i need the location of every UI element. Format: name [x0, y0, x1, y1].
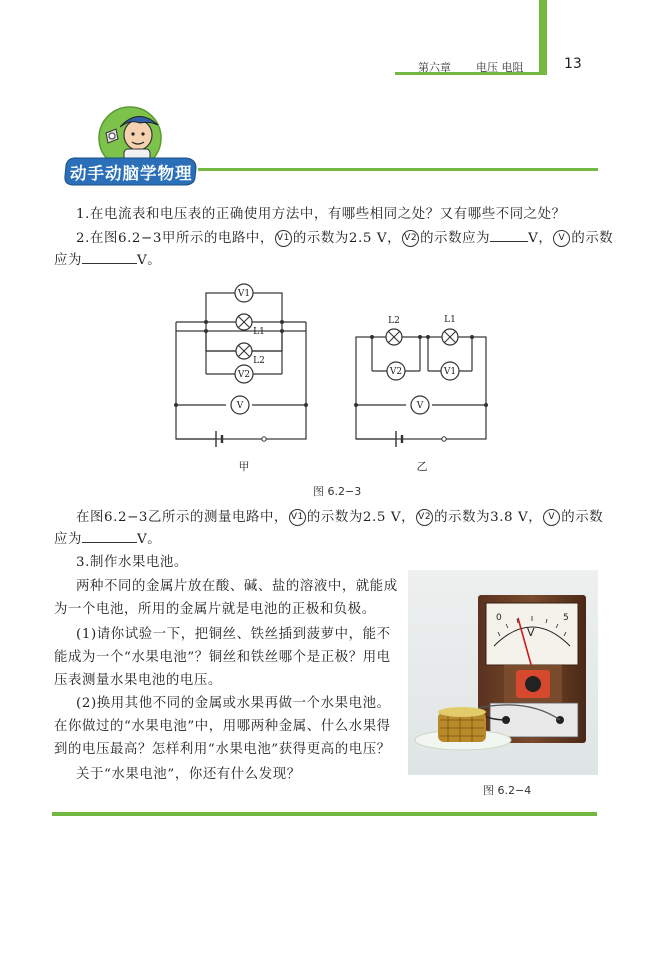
- q2-text-e: 的示数: [571, 231, 614, 246]
- question-2b-line-1: [76, 506, 603, 529]
- circuit-yi-v-label: V: [416, 401, 424, 411]
- voltmeter-v-symbol: V: [543, 509, 560, 526]
- q2-text-g: V。: [136, 253, 162, 268]
- question-3-title: 3.制作水果电池。: [76, 555, 188, 570]
- figure-6-2-4-caption: 图 6.2−4: [483, 784, 532, 797]
- photo-scale-right: 5: [563, 613, 569, 623]
- q2-text-d: V，: [528, 231, 553, 246]
- voltmeter-v1-symbol: V1: [289, 509, 306, 526]
- q2b-text-d: 的示数: [561, 510, 604, 525]
- q2-text-a: 2.在图6.2−3甲所示的电路中，: [76, 231, 274, 246]
- photo-unit-label: V: [527, 626, 535, 639]
- answer-blank[interactable]: [490, 227, 528, 242]
- q3-p2-text: (1)请你试验一下，把铜丝、铁丝插到菠萝中，能不能成为一个“水果电池”？铜丝和铁丝哪个是正极？用电压表测量水果电池的电压。: [54, 627, 391, 688]
- circuit-jia-v2-label: V2: [237, 370, 251, 380]
- circuit-yi-l1-label: L1: [444, 315, 456, 325]
- section-label: 电压 电阻: [476, 61, 524, 74]
- fruit-battery-photo: [408, 570, 598, 775]
- circuit-yi-v1-label: V1: [443, 367, 457, 377]
- running-header: [418, 59, 524, 75]
- question-3-paragraph-2: [54, 623, 399, 692]
- voltmeter-v2-symbol: V2: [416, 509, 433, 526]
- voltmeter-v2-symbol: V2: [402, 230, 419, 247]
- answer-blank[interactable]: [82, 528, 137, 543]
- circuit-jia-v1-label: V1: [237, 289, 251, 299]
- circuit-yi-v2-label: V2: [389, 367, 403, 377]
- question-3-paragraph-3: [54, 692, 399, 761]
- circuit-jia-caption: 甲: [238, 460, 250, 473]
- question-2b-line-2: [54, 528, 161, 551]
- q2b-text-e: 应为: [54, 532, 82, 547]
- q2-text-f: 应为: [54, 253, 82, 268]
- circuit-jia-l1-label: L1: [253, 327, 265, 337]
- voltmeter-v-symbol: V: [553, 230, 570, 247]
- q3-p3-text: (2)换用其他不同的金属或水果再做一个水果电池。在你做过的“水果电池”中，用哪两种金属、什么水果得到的电压最高？怎样利用“水果电池”获得更高的电压？: [54, 696, 391, 757]
- q2b-text-a: 在图6.2−3乙所示的测量电路中，: [76, 510, 288, 525]
- figure-6-2-3-caption: 图 6.2−3: [313, 485, 362, 498]
- circuit-jia-l2-label: L2: [253, 356, 265, 366]
- question-3-paragraph-4: [76, 763, 301, 786]
- question-2-line-1: [76, 227, 613, 250]
- question-1: 1.在电流表和电压表的正确使用方法中，有哪些相同之处？又有哪些不同之处？: [76, 207, 566, 222]
- circuit-jia-v-label: V: [236, 401, 244, 411]
- q2b-text-c: 的示数为3.8 V，: [434, 510, 543, 525]
- question-2-line-2: [54, 249, 161, 272]
- q2b-text-b: 的示数为2.5 V，: [306, 510, 416, 525]
- photo-scale-left: 0: [496, 613, 502, 623]
- answer-blank[interactable]: [82, 249, 137, 264]
- chapter-label: 第六章: [418, 61, 451, 74]
- circuit-diagrams: [160, 275, 510, 480]
- question-3-paragraph-1: [54, 575, 399, 621]
- circuit-yi-l2-label: L2: [388, 316, 400, 326]
- header-bar-top: [539, 0, 547, 72]
- q2-text-c: 的示数应为: [420, 231, 491, 246]
- circuit-yi-caption: 乙: [416, 460, 428, 473]
- q3-p1-text: 两种不同的金属片放在酸、碱、盐的溶液中，就能成为一个电池，所用的金属片就是电池的正极和负极。: [54, 579, 398, 617]
- q2-text-b: 的示数为2.5 V，: [292, 231, 402, 246]
- voltmeter-v1-symbol: V1: [275, 230, 292, 247]
- page-number: 13: [564, 56, 582, 72]
- q2b-text-f: V。: [136, 532, 162, 547]
- q3-p4-text: 关于“水果电池”，你还有什么发现？: [76, 767, 301, 782]
- footer-rule: [52, 812, 597, 816]
- section-badge-title: 动手动脑学物理: [70, 164, 193, 183]
